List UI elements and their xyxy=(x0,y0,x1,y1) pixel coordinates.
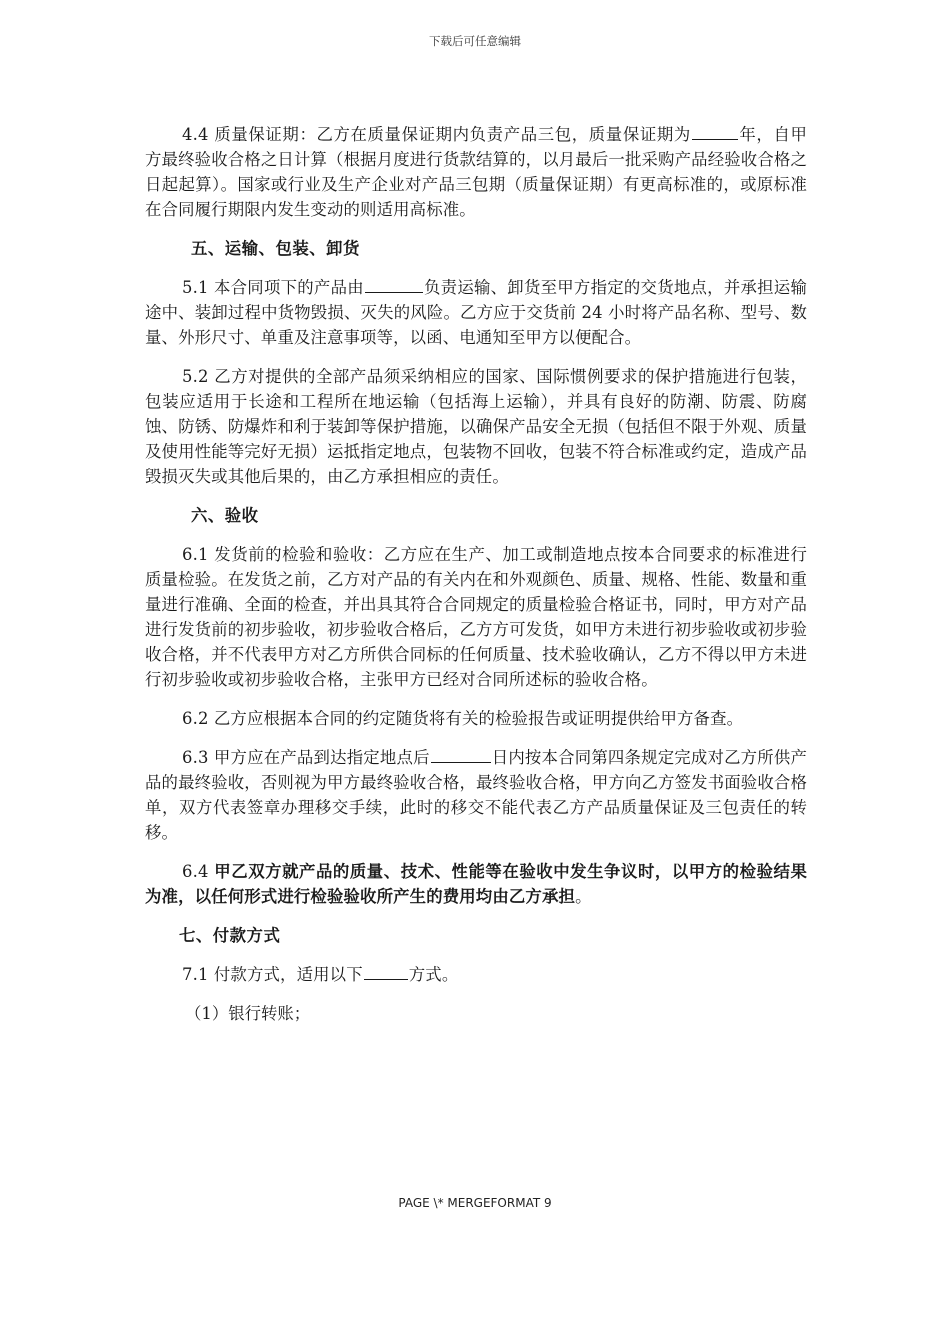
clause-7-1 xyxy=(145,962,807,987)
clause-4-4-text-a: 4.4 质量保证期：乙方在质量保证期内负责产品三包，质量保证期为 xyxy=(182,125,691,144)
section-7-heading: 七、付款方式 xyxy=(179,926,281,945)
page-footer: PAGE \* MERGEFORMAT 9 xyxy=(398,1196,552,1210)
payment-method-blank[interactable] xyxy=(364,962,408,980)
warranty-years-blank[interactable] xyxy=(692,122,738,140)
clause-4-4-text-b: 年，自甲方最终验收合格之日计算（根据月度进行货款结算的，以月最后一批采购产品经验收合格之日起起算）。国家或行业及生产企业对产品三包期（质量保证期）有更高标准的，或原标准在合同履行期限内发生变动的则适用高标准。 xyxy=(145,125,808,219)
clause-6-3-text-b: 日内按本合同第四条规定完成对乙方所供产品的最终验收，否则视为甲方最终验收合格，最终验收合格，甲方向乙方签发书面验收合格单，双方代表签章办理移交手续，此时的移交不能代表乙方产品质量保证及三包责任的转移。 xyxy=(145,748,808,842)
acceptance-days-blank[interactable] xyxy=(431,745,491,763)
document-body xyxy=(145,122,807,1040)
clause-7-1-text-a: 7.1 付款方式，适用以下 xyxy=(182,965,363,984)
clause-6-4-number: 6.4 xyxy=(182,862,215,881)
clause-6-4-end: 。 xyxy=(575,887,592,906)
transport-party-blank[interactable] xyxy=(365,275,423,293)
clause-5-1 xyxy=(145,275,807,350)
clause-6-2: 6.2 乙方应根据本合同的约定随货将有关的检验报告或证明提供给甲方备查。 xyxy=(182,709,744,728)
clause-6-3-text-a: 6.3 甲方应在产品到达指定地点后 xyxy=(182,748,430,767)
payment-option-bank-transfer: （1）银行转账； xyxy=(185,1004,311,1023)
clause-5-1-text-b: 负责运输、卸货至甲方指定的交货地点，并承担运输途中、装卸过程中货物毁损、灭失的风险。乙方应于交货前 24 小时将产品名称、型号、数量、外形尺寸、单重及注意事项等，以函、电通知至甲方以便配合。 xyxy=(145,278,807,347)
section-6-heading: 六、验收 xyxy=(191,506,259,525)
clause-5-1-text-a: 5.1 本合同项下的产品由 xyxy=(182,278,364,297)
clause-4-4 xyxy=(145,122,807,222)
page-header: 下载后可任意编辑 xyxy=(429,34,521,48)
clause-7-1-text-b: 方式。 xyxy=(408,965,459,984)
clause-6-3 xyxy=(145,745,807,845)
section-5-heading: 五、运输、包装、卸货 xyxy=(191,239,360,258)
clause-6-4 xyxy=(145,859,807,909)
clause-6-1: 6.1 发货前的检验和验收：乙方应在生产、加工或制造地点按本合同要求的标准进行质量检验。在发货之前，乙方对产品的有关内在和外观颜色、质量、规格、性能、数量和重量进行准确、全面的检查，并出具其符合合同规定的质量检验合格证书，同时，甲方对产品进行发货前的初步验收，初步验收合格后，乙方方可发货，如甲方未进行初步验收或初步验收合格，并不代表甲方对乙方所供合同标的任何质量、技术验收确认，乙方不得以甲方未进行初步验收或初步验收合格，主张甲方已经对合同所述标的验收合格。 xyxy=(145,545,807,689)
clause-5-2: 5.2 乙方对提供的全部产品须采纳相应的国家、国际惯例要求的保护措施进行包装，包装应适用于长途和工程所在地运输（包括海上运输），并具有良好的防潮、防震、防腐蚀、防锈、防爆炸和利于装卸等保护措施，以确保产品安全无损（包括但不限于外观、质量及使用性能等完好无损）运抵指定地点，包装物不回收，包装不符合标准或约定，造成产品毁损灭失或其他后果的，由乙方承担相应的责任。 xyxy=(145,367,807,486)
clause-6-4-bold-text: 甲乙双方就产品的质量、技术、性能等在验收中发生争议时，以甲方的检验结果为准，以任何形式进行检验验收所产生的费用均由乙方承担 xyxy=(145,862,807,906)
